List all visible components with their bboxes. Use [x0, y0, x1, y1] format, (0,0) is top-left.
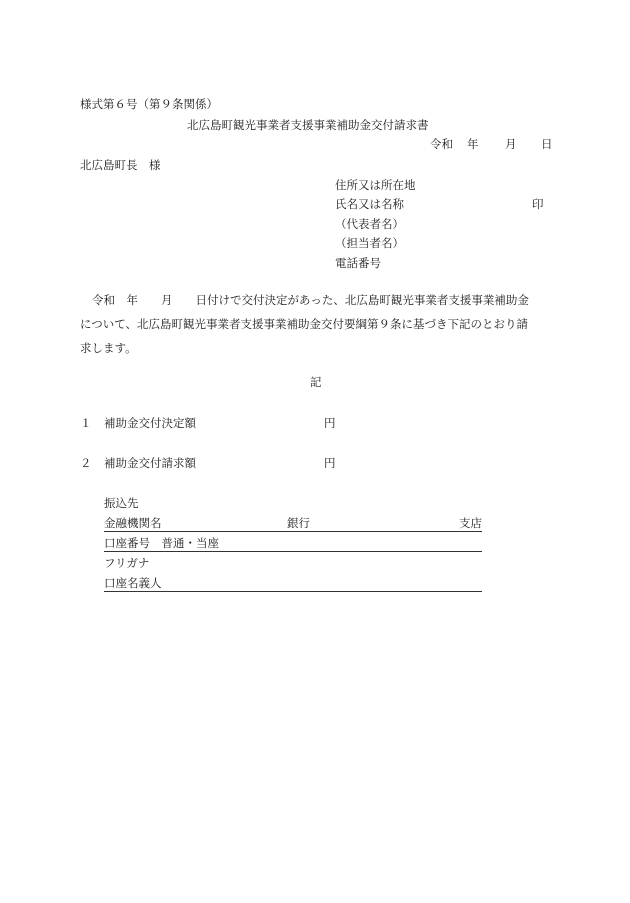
account-number-row [104, 536, 482, 552]
document-title: 北広島町観光事業者支援事業補助金交付請求書 [187, 118, 429, 132]
date-day-unit: 日 [541, 137, 553, 151]
institution-row [104, 516, 482, 532]
name-label: 氏名又は名称 [335, 197, 404, 211]
item-unit: 円 [324, 456, 336, 470]
seal-mark: 印 [532, 197, 544, 211]
bank-label: 銀行 [287, 515, 310, 530]
branch-label: 支店 [459, 515, 482, 530]
transfer-heading: 振込先 [104, 496, 139, 510]
item-number: ２ [80, 456, 92, 470]
account-holder-row [104, 576, 482, 592]
item-label: 補助金交付決定額 [104, 416, 196, 430]
addressee: 北広島町長 様 [80, 158, 161, 172]
date-month-unit: 月 [505, 137, 517, 151]
ki-heading: 記 [310, 375, 322, 389]
representative-label: （代表者名） [335, 217, 404, 231]
furigana-label: フリガナ [104, 556, 150, 570]
item-number: １ [80, 416, 92, 430]
address-label: 住所又は所在地 [335, 178, 416, 192]
phone-label: 電話番号 [335, 256, 381, 270]
form-number: 様式第６号（第９条関係） [80, 97, 218, 111]
item-unit: 円 [324, 416, 336, 430]
body-line-1: 令和 年 月 日付けで交付決定があった、北広島町観光事業者支援事業補助金 [92, 293, 529, 307]
body-line-3: 求します。 [80, 341, 137, 355]
date-era: 令和 [430, 137, 453, 151]
request-body [80, 288, 552, 360]
account-number-label: 口座番号 普通・当座 [104, 535, 219, 550]
item-label: 補助金交付請求額 [104, 456, 196, 470]
date-year-unit: 年 [467, 137, 479, 151]
contact-label: （担当者名） [335, 236, 404, 250]
institution-label: 金融機関名 [104, 515, 162, 530]
account-holder-label: 口座名義人 [104, 575, 162, 590]
body-line-2: について、北広島町観光事業者支援事業補助金交付要綱第９条に基づき下記のとおり請 [80, 317, 529, 331]
